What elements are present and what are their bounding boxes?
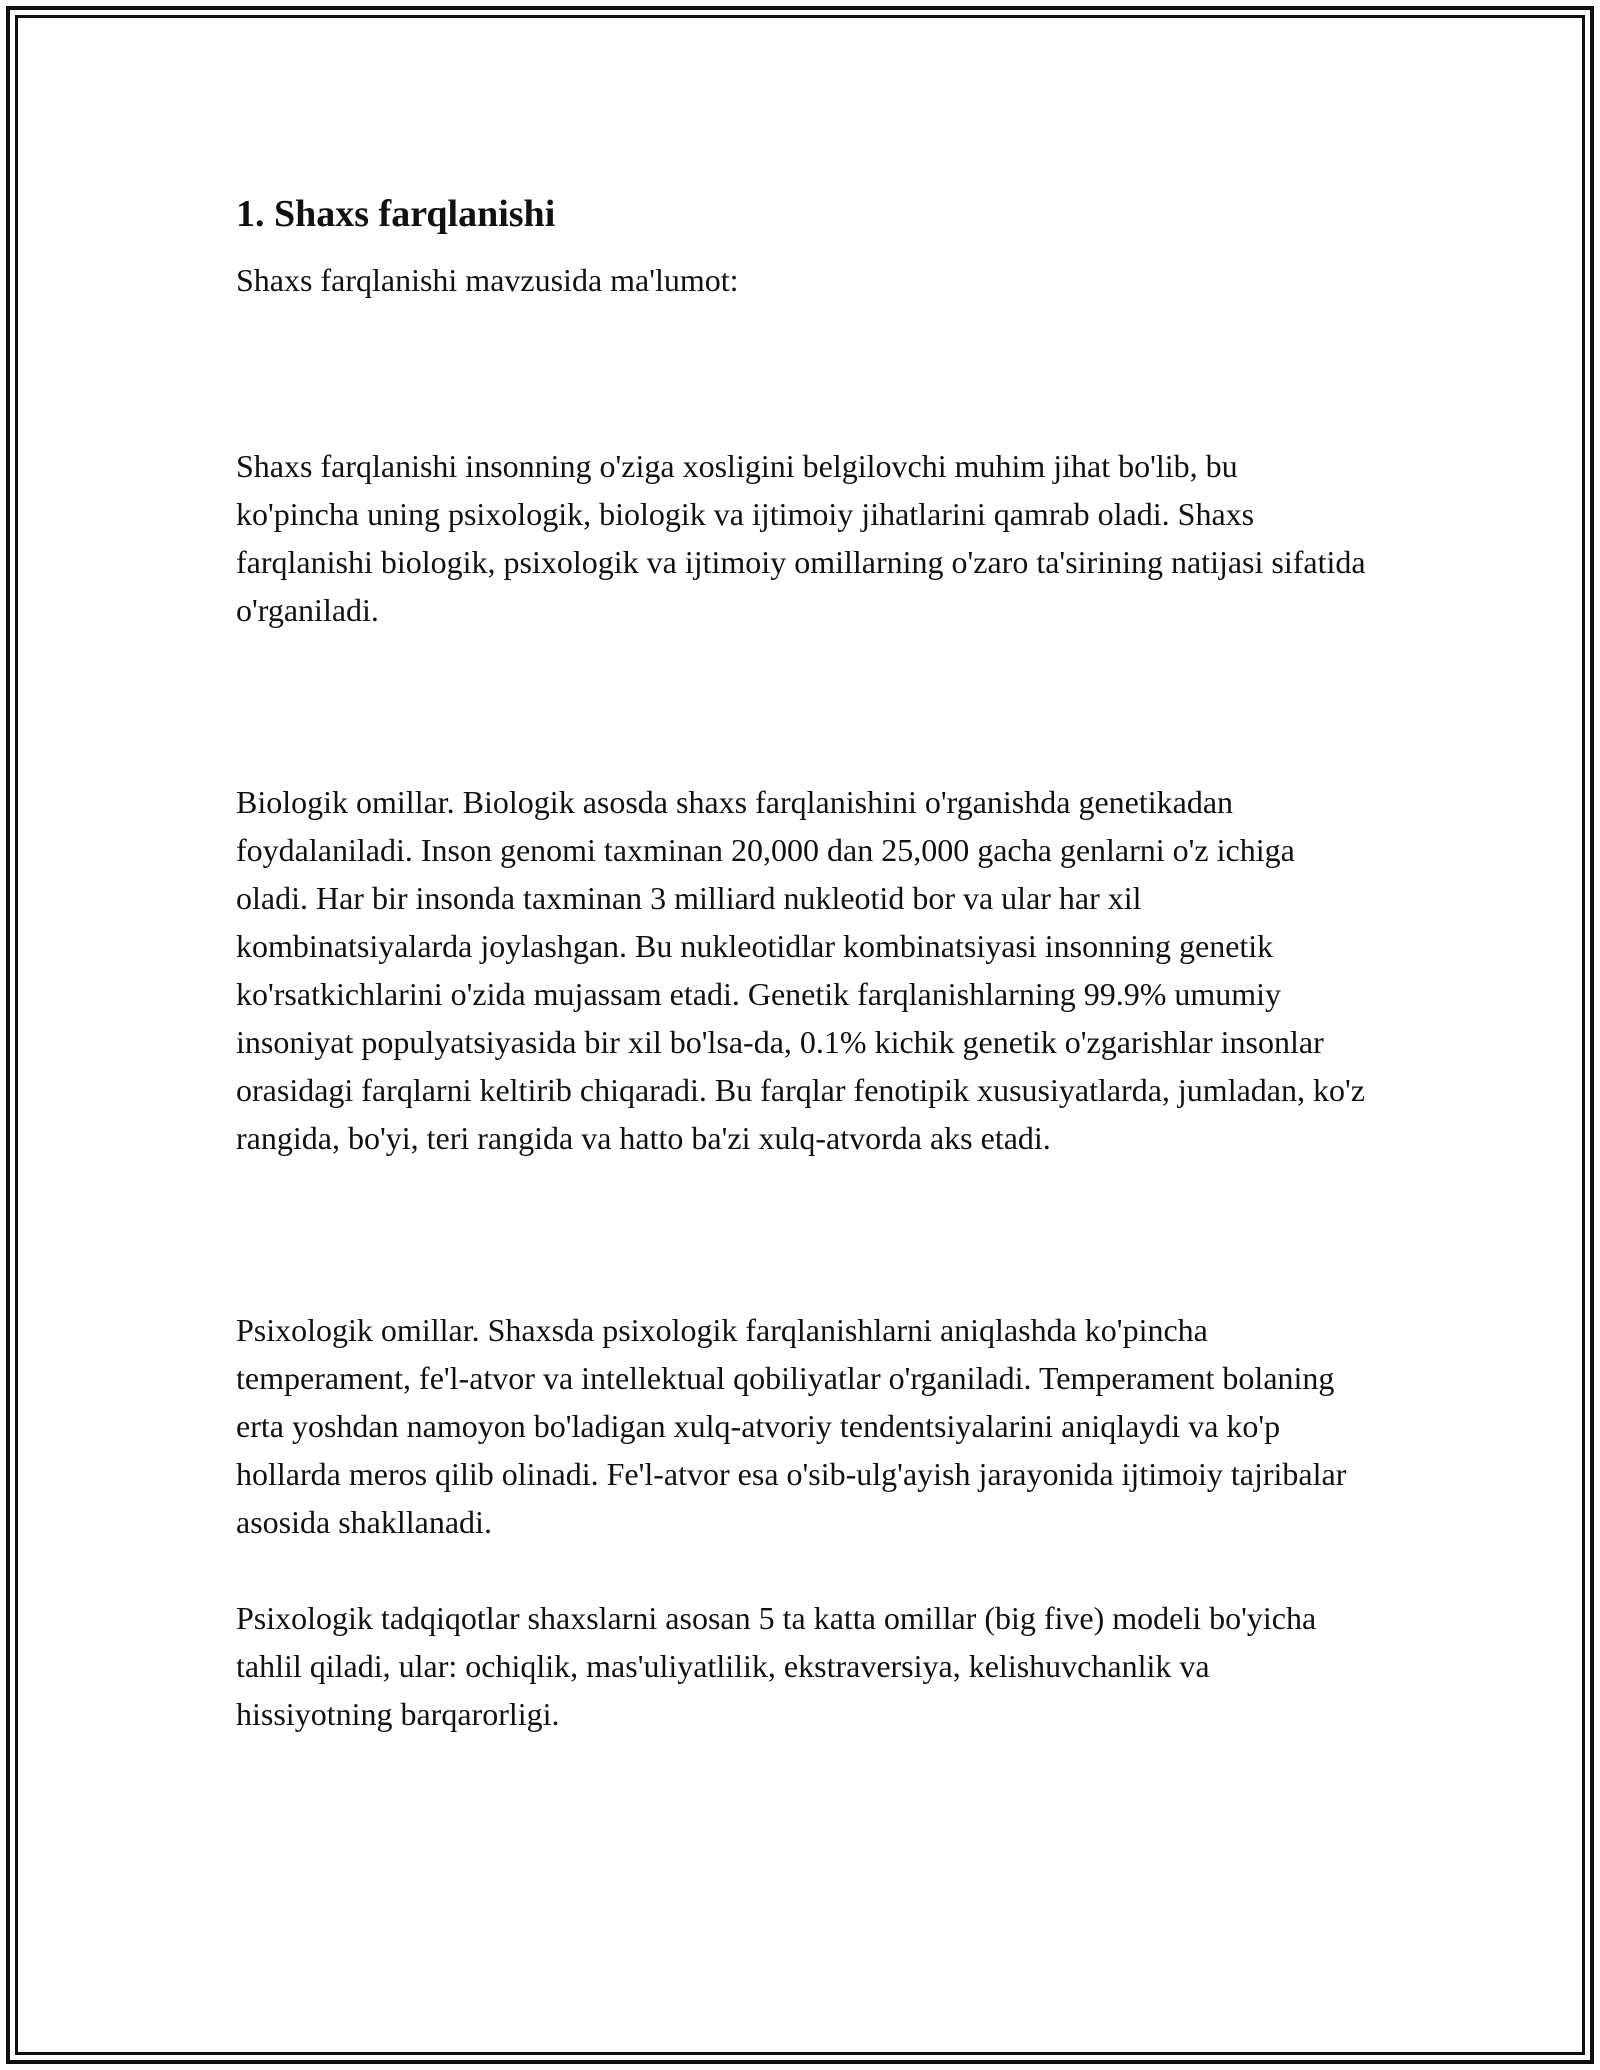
section-heading: 1. Shaxs farqlanishi — [236, 193, 556, 235]
paragraph-intro: Shaxs farqlanishi insonning o'ziga xosligini belgilovchi muhim jihat bo'lib, bu ko'pincha uning psixologik, biologik va ijtimoiy jihatlarini qamrab oladi. Shaxs farqlanishi biologik, psixologik va ijtimoiy omillarning o'zaro ta'sirining natijasi sifatida o'rganiladi. — [236, 448, 1366, 628]
paragraph-psychological-factors: Psixologik omillar. Shaxsda psixologik farqlanishlarni aniqlashda ko'pincha temperament, fe'l-atvor va intellektual qobiliyatlar o'rganiladi. Temperament bolaning erta yoshdan namoyon bo'ladigan xulq-atvoriy tendentsiyalarini aniqlaydi va ko'p hollarda meros qilib olinadi. Fe'l-atvor esa o'sib-ulg'ayish jarayonida ijtimoiy tajribalar asosida shakllanadi. — [236, 1312, 1347, 1540]
paragraph-big-five: Psixologik tadqiqotlar shaxslarni asosan 5 ta katta omillar (big five) modeli bo'yicha tahlil qiladi, ular: ochiqlik, mas'uliyatlilik, ekstraversiya, kelishuvchanlik va hissiyotning barqarorligi. — [236, 1600, 1317, 1732]
paragraph-biological-factors: Biologik omillar. Biologik asosda shaxs farqlanishini o'rganishda genetikadan foydalaniladi. Inson genomi taxminan 20,000 dan 25,000 gacha genlarni o'z ichiga oladi. Har bir insonda taxminan 3 milliard nukleotid bor va ular har xil kombinatsiyalarda joylashgan. Bu nukleotidlar kombinatsiyasi insonning genetik ko'rsatkichlarini o'zida mujassam etadi. Genetik farqlanishlarning 99.9% umumiy insoniyat populyatsiyasida bir xil bo'lsa-da, 0.1% kichik genetik o'zgarishlar insonlar orasidagi farqlarni keltirib chiqaradi. Bu farqlar fenotipik xususiyatlarda, jumladan, ko'z rangida, bo'yi, teri rangida va hatto ba'zi xulq-atvorda aks etadi. — [236, 784, 1365, 1156]
document-body — [236, 186, 1366, 1738]
section-subtitle: Shaxs farqlanishi mavzusida ma'lumot: — [236, 262, 739, 298]
